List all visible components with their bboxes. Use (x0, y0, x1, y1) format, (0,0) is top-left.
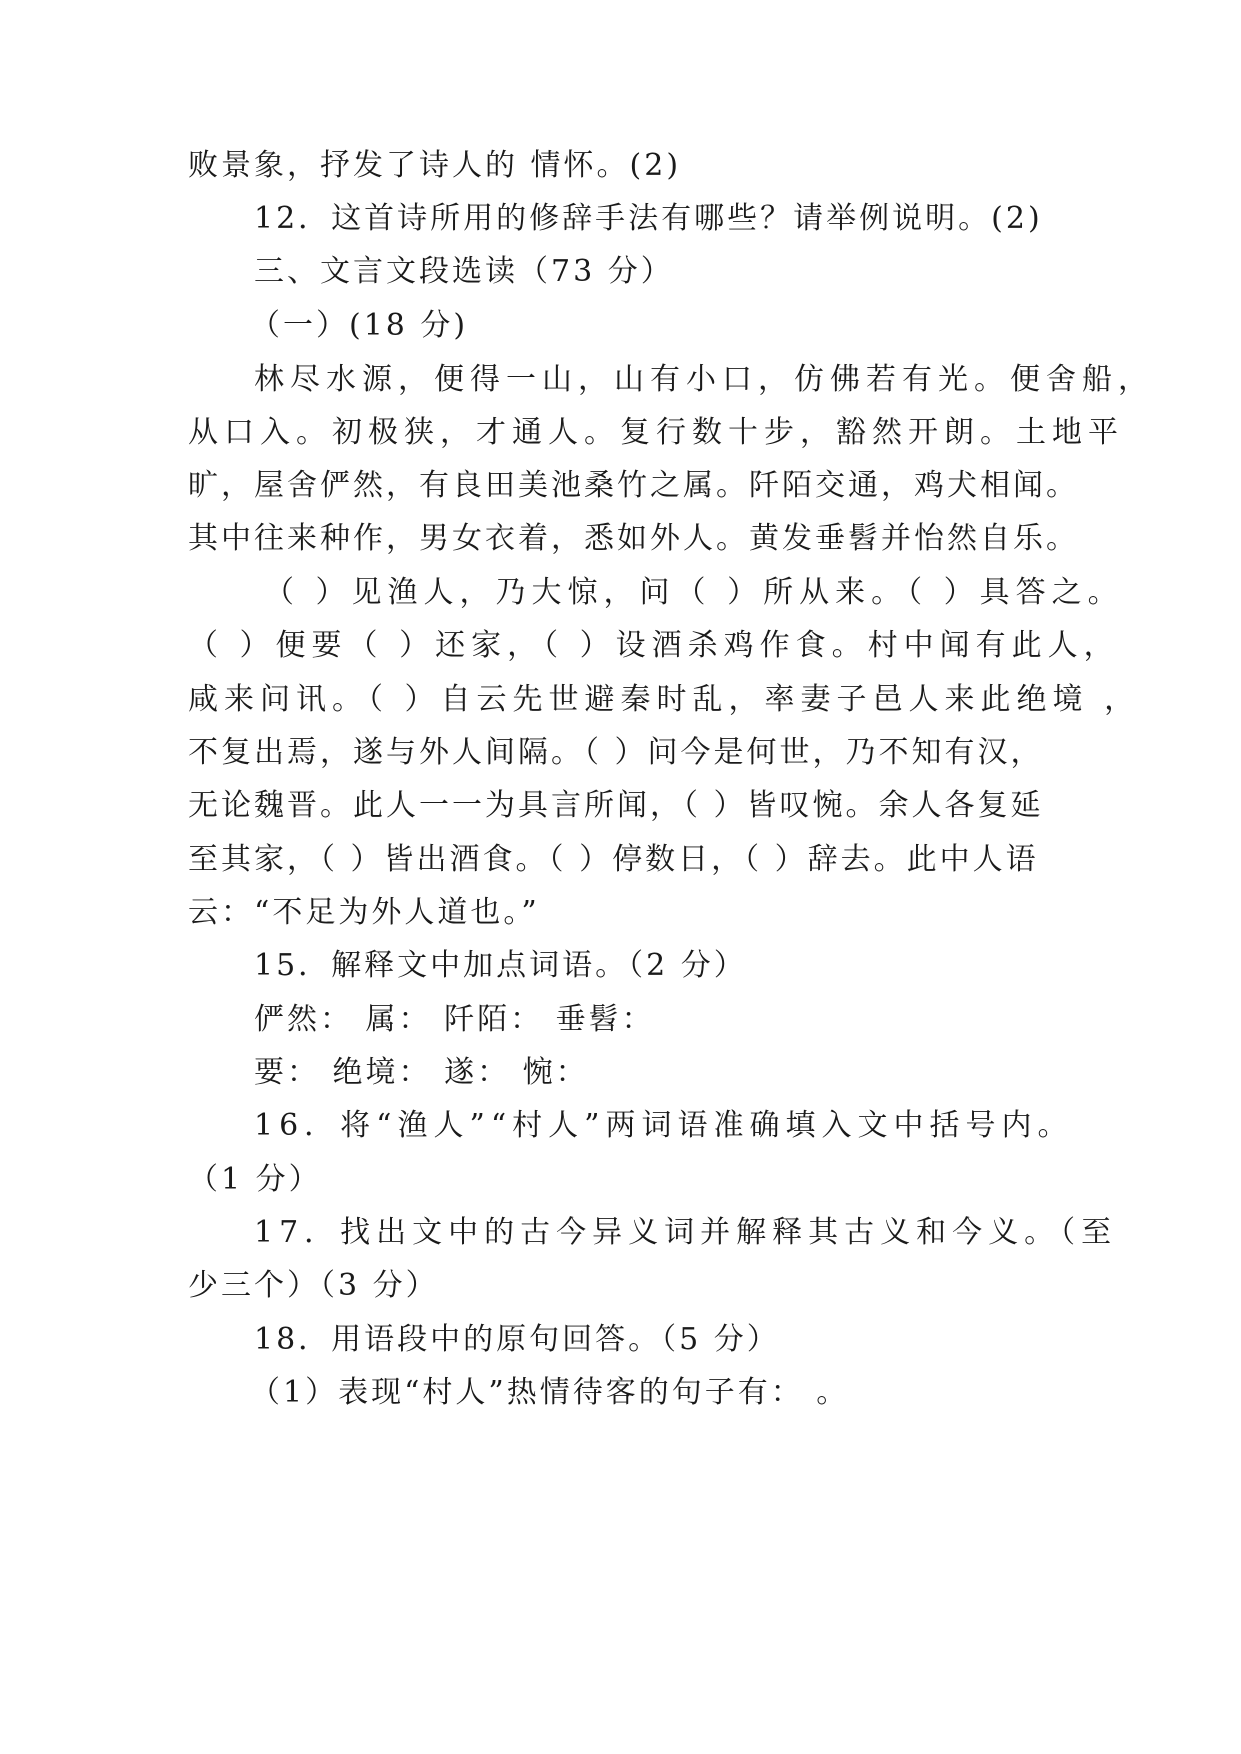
passage-line: 林尽水源，便得一山，山有小口，仿佛若有光。便舍船， (254, 362, 1154, 397)
passage-line: 旷，屋舍俨然，有良田美池桑竹之属。阡陌交通，鸡犬相闻。 (188, 468, 1079, 503)
question-16: 16．将“渔人”“村人”两词语准确填入文中括号内。 (254, 1108, 1074, 1143)
passage-line: （ ）见渔人，乃大惊，问（ ）所从来。（ ）具答之。 (264, 575, 1124, 610)
question-16-score: （1 分） (188, 1162, 322, 1197)
section-heading: 三、文言文段选读（73 分） (254, 254, 674, 289)
subsection-heading: （一）(18 分) (250, 308, 469, 343)
question-15-terms-1: 俨然： 属： 阡陌： 垂髫： (254, 1002, 655, 1037)
passage-line: 其中往来种作，男女衣着，悉如外人。黄发垂髫并怡然自乐。 (188, 521, 1079, 556)
passage-line: 不复出焉，遂与外人间隔。（ ）问今是何世，乃不知有汉， (188, 735, 1044, 770)
passage-line: （ ）便要（ ）还家，（ ）设酒杀鸡作食。村中闻有此人， (188, 628, 1120, 663)
question-18: 18．用语段中的原句回答。（5 分） (254, 1322, 780, 1357)
question-15: 15．解释文中加点词语。（2 分） (254, 948, 747, 983)
passage-line: 无论魏晋。此人一一为具言所闻，（ ）皆叹惋。余人各复延 (188, 788, 1044, 823)
passage-line: 咸来问讯。（ ）自云先世避秦时乱，率妻子邑人来此绝境 ， (188, 682, 1141, 717)
question-17: 17．找出文中的古今异义词并解释其古义和今义。（至 (254, 1215, 1118, 1250)
passage-line: 从口入。初极狭，才通人。复行数十步，豁然开朗。土地平 (188, 415, 1124, 450)
question-17-cont: 少三个）（3 分） (188, 1268, 439, 1303)
question-12: 12．这首诗所用的修辞手法有哪些？请举例说明。(2) (254, 201, 1043, 236)
text-line: 败景象，抒发了诗人的 情怀。(2) (188, 148, 682, 183)
question-18-part-1: （1）表现“村人”热情待客的句子有： 。 (250, 1375, 850, 1410)
passage-line: 云：“不足为外人道也。” (188, 895, 540, 930)
question-15-terms-2: 要： 绝境： 遂： 惋： (254, 1055, 589, 1090)
passage-line: 至其家，（ ）皆出酒食。（ ）停数日，（ ）辞去。此中人语 (188, 842, 1039, 877)
